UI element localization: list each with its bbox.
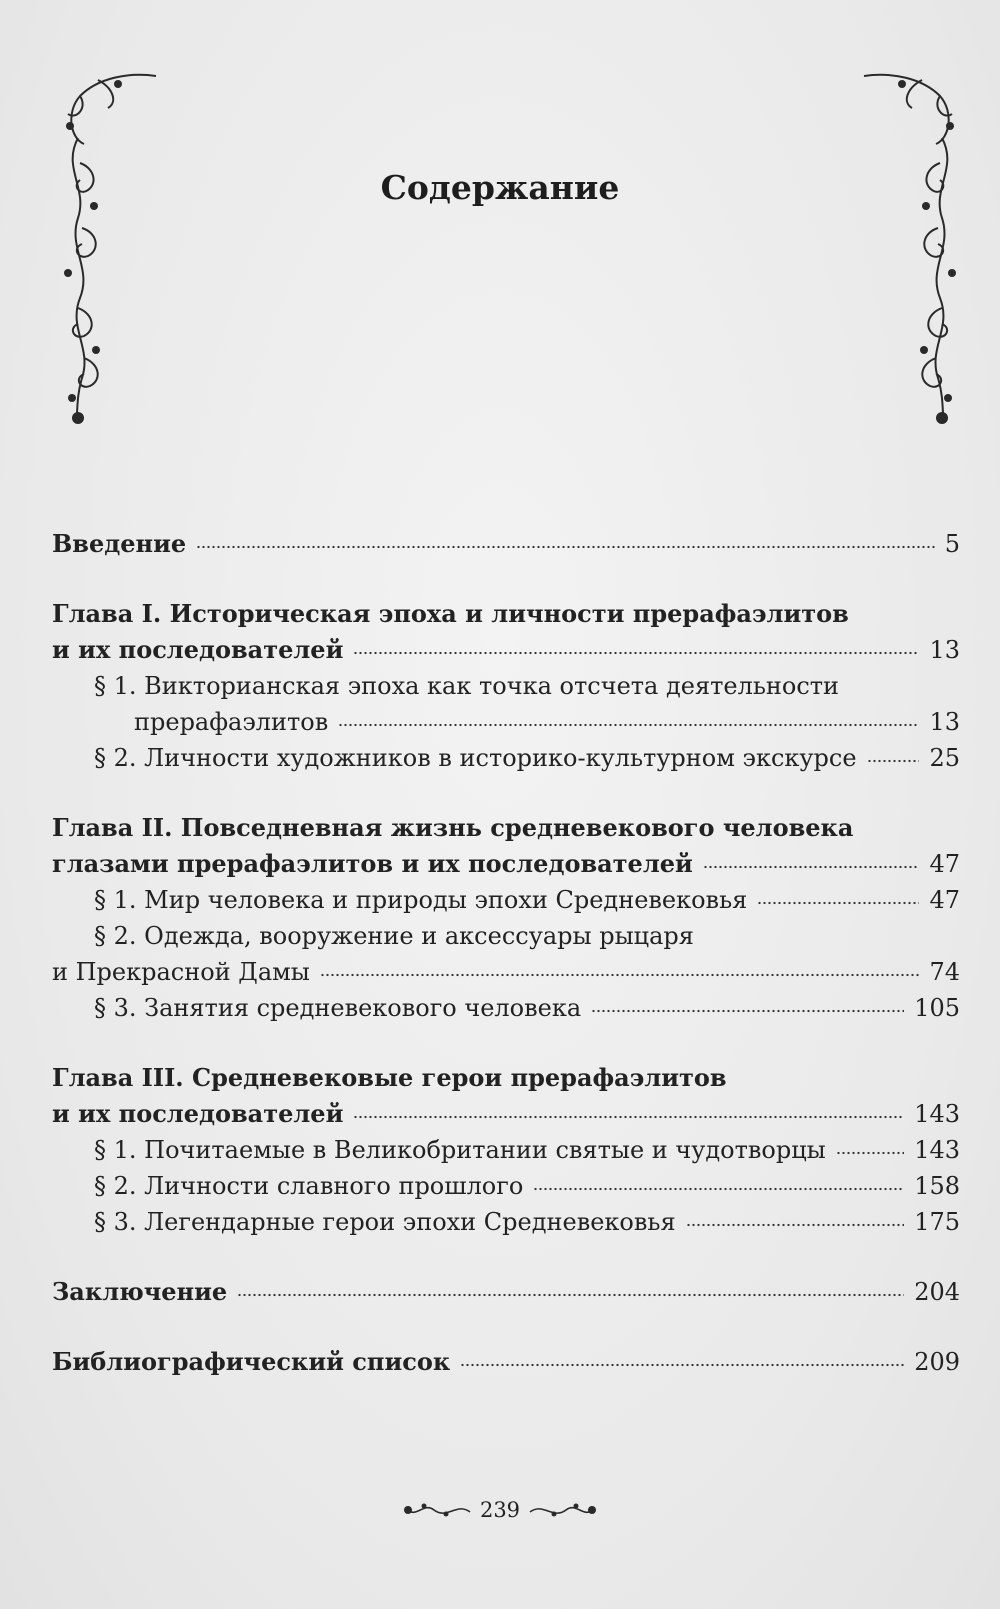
toc-chapter-1-title[interactable]: Глава I. Историческая эпоха и личности прерафаэлитов	[52, 599, 849, 628]
toc-entry-section-2-2[interactable]	[52, 954, 960, 990]
toc-entry-title: § 2. Личности художников в историко-культурном экскурсе	[94, 744, 857, 772]
dot-leader	[686, 1223, 905, 1227]
toc-entry-title: и их последователей	[52, 1099, 344, 1128]
dot-leader	[353, 651, 919, 655]
page-title: Содержание	[380, 168, 620, 207]
toc-entry-title: Введение	[52, 529, 187, 558]
toc-page-number: 143	[914, 1100, 960, 1128]
toc-entry-section-3-3[interactable]	[52, 1204, 960, 1240]
toc-page-number: 13	[929, 708, 960, 736]
dot-leader	[757, 901, 919, 905]
floral-vine-icon	[528, 1498, 598, 1522]
toc-page-number: 47	[929, 886, 960, 914]
dot-leader	[533, 1187, 904, 1191]
toc-entry-title: и их последователей	[52, 635, 344, 664]
toc-entry-chapter-1[interactable]	[52, 632, 960, 668]
toc-entry-chapter-2[interactable]	[52, 846, 960, 882]
toc-entry-section-3-1[interactable]	[52, 1132, 960, 1168]
toc-entry-title: § 3. Занятия средневекового человека	[94, 994, 582, 1022]
toc-entry-title: и Прекрасной Дамы	[52, 958, 310, 986]
toc-page-number: 47	[929, 850, 960, 878]
toc-page-number: 105	[914, 994, 960, 1022]
dot-leader	[353, 1115, 904, 1119]
toc-chapter-2-title[interactable]: Глава II. Повседневная жизнь средневекового человека	[52, 813, 854, 842]
table-of-contents	[52, 526, 960, 1380]
dot-leader	[338, 723, 919, 727]
toc-entry-title: Библиографический список	[52, 1347, 451, 1376]
toc-entry-title: § 1. Мир человека и природы эпохи Средневековья	[94, 886, 748, 914]
toc-entry-section-2-3[interactable]	[52, 990, 960, 1026]
toc-entry-conclusion[interactable]	[52, 1274, 960, 1310]
toc-section-1-1-title[interactable]: § 1. Викторианская эпоха как точка отсчета деятельности	[94, 672, 840, 700]
toc-entry-title: глазами прерафаэлитов и их последователей	[52, 849, 693, 878]
toc-entry-title: § 1. Почитаемые в Великобритании святые и чудотворцы	[94, 1136, 826, 1164]
toc-page-number: 5	[944, 530, 960, 558]
toc-entry-title: § 3. Легендарные герои эпохи Средневековья	[94, 1208, 676, 1236]
toc-page-number: 25	[929, 744, 960, 772]
dot-leader	[591, 1009, 904, 1013]
page-footer	[0, 1490, 1000, 1530]
toc-page-number: 13	[929, 636, 960, 664]
dot-leader	[703, 865, 920, 869]
floral-vine-icon	[402, 1498, 472, 1522]
dot-leader	[460, 1363, 904, 1367]
toc-entry-title: прерафаэлитов	[134, 708, 329, 736]
toc-entry-title: Заключение	[52, 1277, 228, 1306]
toc-entry-bibliography[interactable]	[52, 1344, 960, 1380]
toc-page-number: 74	[929, 958, 960, 986]
page-number: 239	[479, 1498, 521, 1522]
toc-entry-title: § 2. Личности славного прошлого	[94, 1172, 524, 1200]
floral-corner-ornament-icon	[58, 68, 158, 428]
toc-section-2-2-title[interactable]: § 2. Одежда, вооружение и аксессуары рыцаря	[94, 922, 694, 950]
toc-chapter-3-title[interactable]: Глава III. Средневековые герои прерафаэлитов	[52, 1063, 727, 1092]
dot-leader	[196, 545, 935, 549]
floral-corner-ornament-icon	[862, 68, 962, 428]
toc-entry-intro[interactable]	[52, 526, 960, 562]
toc-entry-section-1-1[interactable]	[52, 704, 960, 740]
dot-leader	[237, 1293, 904, 1297]
dot-leader	[836, 1151, 904, 1155]
toc-page-number: 209	[914, 1348, 960, 1376]
dot-leader	[867, 759, 920, 763]
toc-entry-section-1-2[interactable]	[52, 740, 960, 776]
toc-entry-section-2-1[interactable]	[52, 882, 960, 918]
toc-page-number: 158	[914, 1172, 960, 1200]
toc-page-number: 143	[914, 1136, 960, 1164]
toc-entry-chapter-3[interactable]	[52, 1096, 960, 1132]
toc-entry-section-3-2[interactable]	[52, 1168, 960, 1204]
dot-leader	[320, 973, 920, 977]
toc-page-number: 204	[914, 1278, 960, 1306]
toc-page-number: 175	[914, 1208, 960, 1236]
